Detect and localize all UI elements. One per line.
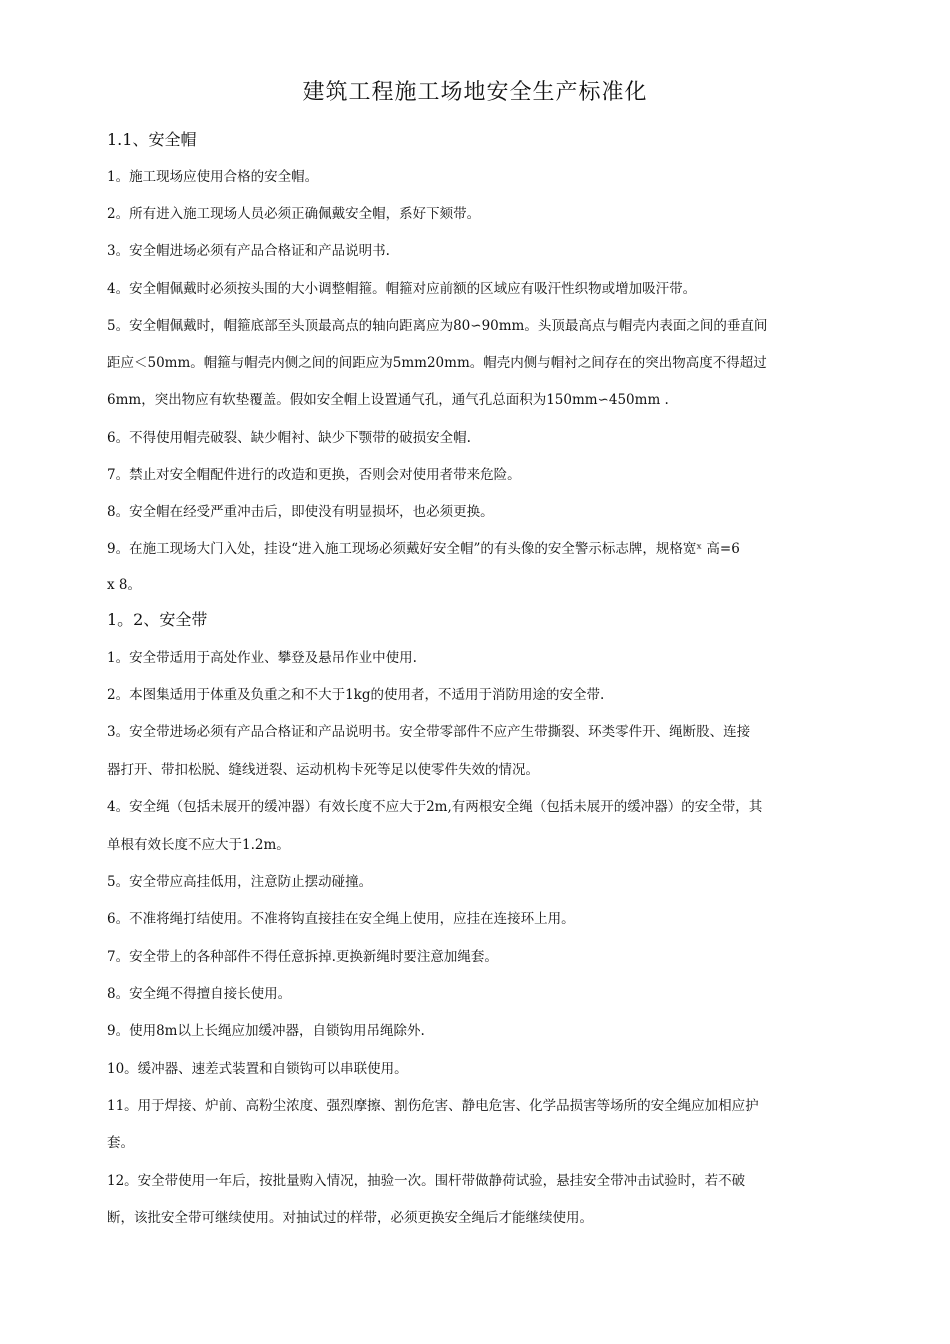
helmet-line: 6。不得使用帽壳破裂、缺少帽衬、缺少下颚带的破损安全帽. xyxy=(107,430,471,446)
helmet-line: 2。所有进入施工现场人员必须正确佩戴安全帽，系好下颏带。 xyxy=(107,206,481,222)
belt-line: 12。安全带使用一年后，按批量购入情况，抽验一次。围杆带做静荷试验，悬挂安全带冲击试验时，若不破 xyxy=(107,1173,746,1189)
belt-line: 1。安全带适用于高处作业、攀登及悬吊作业中使用. xyxy=(107,650,417,666)
belt-line: 器打开、带扣松脱、缝线迸裂、运动机构卡死等足以使零件失效的情况。 xyxy=(107,762,539,778)
section-heading-belt: 1。2、安全带 xyxy=(107,610,208,629)
helmet-line: x 8。 xyxy=(107,577,141,593)
belt-line: 2。本图集适用于体重及负重之和不大于1kg的使用者，不适用于消防用途的安全带. xyxy=(107,687,605,703)
helmet-line: 1。施工现场应使用合格的安全帽。 xyxy=(107,169,319,185)
belt-line: 5。安全带应高挂低用，注意防止摆动碰撞。 xyxy=(107,874,373,890)
belt-line: 7。安全带上的各种部件不得任意拆掉.更换新绳时要注意加绳套。 xyxy=(107,949,498,965)
helmet-line: 4。安全帽佩戴时必须按头围的大小调整帽箍。帽箍对应前额的区域应有吸汗性织物或增加吸汗带。 xyxy=(107,281,697,297)
belt-line: 10。缓冲器、速差式装置和自锁钩可以串联使用。 xyxy=(107,1061,408,1077)
helmet-line: 7。禁止对安全帽配件进行的改造和更换，否则会对使用者带来危险。 xyxy=(107,467,521,483)
helmet-line: 距应＜50mm。帽箍与帽壳内侧之间的间距应为5mm20mm。帽壳内侧与帽衬之间存在的突出物高度不得超过 xyxy=(107,355,767,371)
belt-line: 套。 xyxy=(107,1135,134,1151)
helmet-line: 3。安全帽进场必须有产品合格证和产品说明书. xyxy=(107,243,390,259)
belt-line: 断，该批安全带可继续使用。对抽试过的样带，必须更换安全绳后才能继续使用。 xyxy=(107,1210,593,1226)
helmet-line: 8。安全帽在经受严重冲击后，即使没有明显损坏，也必须更换。 xyxy=(107,504,494,520)
helmet-line: 5。安全帽佩戴时，帽箍底部至头顶最高点的轴向距离应为80∽90mm。头顶最高点与帽壳内表面之间的垂直间 xyxy=(107,318,768,334)
belt-line: 单根有效长度不应大于1.2m。 xyxy=(107,837,290,853)
belt-line: 4。安全绳（包括未展开的缓冲器）有效长度不应大于2m,有两根安全绳（包括未展开的缓冲器）的安全带，其 xyxy=(107,799,763,815)
belt-line: 9。使用8m以上长绳应加缓冲器，自锁钩用吊绳除外. xyxy=(107,1023,425,1039)
belt-line: 3。安全带进场必须有产品合格证和产品说明书。安全带零部件不应产生带撕裂、环类零件开、绳断股、连接 xyxy=(107,724,751,740)
document-title: 建筑工程施工场地安全生产标准化 xyxy=(302,80,648,105)
belt-line: 11。用于焊接、炉前、高粉尘浓度、强烈摩擦、割伤危害、静电危害、化学品损害等场所的安全绳应加相应护 xyxy=(107,1098,759,1114)
helmet-line: 6mm，突出物应有软垫覆盖。假如安全帽上设置通气孔，通气孔总面积为150mm∽450mm . xyxy=(107,392,669,408)
belt-line: 6。不准将绳打结使用。不准将钩直接挂在安全绳上使用，应挂在连接环上用。 xyxy=(107,911,575,927)
section-heading-helmet: 1.1、安全帽 xyxy=(107,130,197,149)
helmet-line: 9。在施工现场大门入处，挂设“进入施工现场必须戴好安全帽”的有头像的安全警示标志牌，规格宽ˣ 高=6 xyxy=(107,541,740,557)
belt-line: 8。安全绳不得擅自接长使用。 xyxy=(107,986,292,1002)
